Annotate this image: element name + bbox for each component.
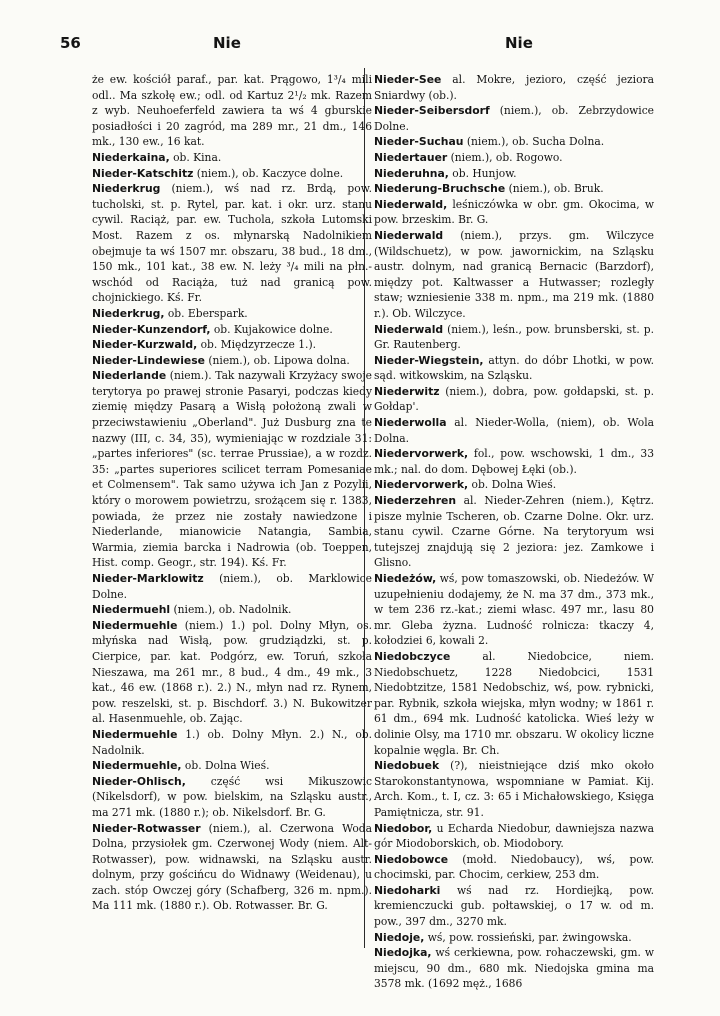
dictionary-entry xyxy=(92,72,372,150)
dictionary-entry xyxy=(374,930,654,946)
dictionary-entry xyxy=(374,821,654,852)
entry-text: ob. Eberspark. xyxy=(164,306,248,320)
entry-headword: Nieder-Rotwasser xyxy=(92,821,201,835)
entry-headword: Niedermuehle xyxy=(92,618,178,632)
dictionary-entry xyxy=(92,368,372,571)
entry-headword: Niedervorwerk, xyxy=(374,478,469,492)
entry-text: (niem.), dobra, pow. gołdapski, st. p. Gołdap'. xyxy=(374,384,654,414)
entry-text: wś nad rz. Hordiejką, pow. kremienczucki gub. połtawskiej, o 17 w. od m. pow., 397 dm., 3270 mk. xyxy=(374,883,654,929)
entry-headword: Niedobowce xyxy=(374,852,449,866)
entry-text: (niem.), ob. Zebrzydowice Dolne. xyxy=(374,104,654,133)
dictionary-entry xyxy=(92,602,372,618)
entry-text: (?), nieistniejące dziś mko około Starokonstantynowa, wspomniane w Pamiat. Kij. Arch. Kom., t. I, cz. 3: 65 i Michałowskiego, Księga Pamiętnicza, str. 91. xyxy=(374,759,654,819)
entry-headword: Niederkaina, xyxy=(92,150,170,164)
entry-text: (niem.), wś nad rz. Brdą, pow. tucholski, st. p. Rytel, par. kat. i okr. urz. stanu cywil. Raciąż, par. ew. Tuchola, szkoła Lutomski Most. Razem z os. młynarską Nadolnikiem obejmuje ta wś 1507 mr. obszaru, 38 bud., 18 dm., 150 mk., 101 kat., 38 ew. N. leży ³/₄ mili na płn.-wschód od Raciąża, tuż nad granicą pow. chojnickiego. Kś. Fr. xyxy=(92,182,372,305)
entry-text: (niem.), ob. Bruk. xyxy=(505,182,604,196)
dictionary-entry xyxy=(374,649,654,758)
entry-headword: Niedermuehl xyxy=(92,603,171,617)
entry-headword: Niederwald, xyxy=(374,197,448,211)
dictionary-entry xyxy=(374,571,654,649)
entry-headword: Niedobczyce xyxy=(374,649,451,663)
entry-text: (niem.), ob. Lipowa dolna. xyxy=(204,353,350,367)
entry-text: ob. Dolna Wieś. xyxy=(181,759,270,773)
dictionary-entry xyxy=(374,134,654,150)
entry-text: (niem.), ob. Sucha Dolna. xyxy=(463,135,605,149)
entry-text: (niem.), leśn., pow. brunsberski, st. p. Gr. Rautenberg. xyxy=(374,322,654,352)
dictionary-entry xyxy=(92,727,372,758)
entry-headword: Niedeżów, xyxy=(374,572,437,585)
entry-headword: Nieder-Marklowitz xyxy=(92,572,204,585)
dictionary-entry xyxy=(374,228,654,322)
dictionary-entry xyxy=(92,758,372,774)
entry-text: ob. Kujakowice dolne. xyxy=(210,322,333,336)
entry-headword: Nieder-Seibersdorf xyxy=(374,104,490,118)
entry-text: wś, pow tomaszowski, ob. Niedeżów. W uzupełnieniu dodajemy, że N. ma 37 dm., 373 mk., w tem 236 rz.-kat.; ziemi własc. 497 mr., lasu 80 mr. Gleba żyzna. Ludność rolnicza: tkaczy 4, kołodziei 6, kowali 2. xyxy=(374,572,654,648)
entry-headword: Niedoje, xyxy=(374,930,425,944)
entry-headword: Niederuhna, xyxy=(374,166,449,180)
entry-headword: Niederwald xyxy=(374,322,444,336)
dictionary-entry xyxy=(374,150,654,166)
entry-text: (niem.), al. Czerwona Woda Dolna, przysiołek gm. Czerwonej Wody (niem. Alt-Rotwasser), pow. widnawski, na Szląsku austr. dolnym, przy gościńcu do Widnawy (Weidenau), u zach. stóp Owczej góry (Schafberg, 326 m. npm.). Ma 111 mk. (1880 r.). Ob. Rotwasser. Br. G. xyxy=(92,821,372,913)
entry-headword: Niederung-Bruchsche xyxy=(374,182,506,196)
entry-text: (niem.). Tak nazywali Krzyżacy swoje terytorya po prawej stronie Pasaryi, podczas kiedy ziemię między Pasarą a Wisłą położoną zwali w przeciwstawieniu „Oberland". Już Dusburg zna te nazwy (III, c. 34, 35), wymieniając w rozdziale 31: „partes inferiores" (sc. terrae Prussiae), a w rozdz. 35: „partes superiores scilicet terram Pomesaniae et Colmensem". Tak samo używa ich Jan z Pozylii, który o morowem powietrzu, srożącem się r. 1383, powiada, że przez nie zostały nawiedzone i Niederlande, mianowicie Natangia, Sambia, Warmia, ziemia barcka i Nadrowia (ob. Toeppen, Hist. comp. Geogr., str. 194). Kś. Fr. xyxy=(92,369,372,570)
entry-headword: Niedermuehle, xyxy=(92,759,182,773)
entry-text: fol., pow. wschowski, 1 dm., 33 mk.; nal. do dom. Dębowej Łęki (ob.). xyxy=(374,447,654,476)
entry-headword: Niedermuehle xyxy=(92,727,178,741)
left-running-head: Nie xyxy=(213,34,241,52)
entry-headword: Niedojka, xyxy=(374,946,432,960)
entry-headword: Nieder-Wiegstein, xyxy=(374,353,484,367)
dictionary-entry xyxy=(92,571,372,602)
entry-headword: Niederlande xyxy=(92,369,167,383)
dictionary-entry xyxy=(374,384,654,415)
dictionary-entry xyxy=(374,477,654,493)
right-running-head: Nie xyxy=(505,34,533,52)
entry-text: (niem.), ob. Nadolnik. xyxy=(170,603,292,617)
entry-headword: Nieder-Katschitz xyxy=(92,166,194,180)
entry-text: (niem.) 1.) pol. Dolny Młyn, os. młyńska nad Wisłą, pow. grudziądzki, st. p. Cierpice, par. kat. Podgórz, ew. Toruń, szkoła Nieszawa, ma 261 mr., 8 bud., 4 dm., 49 mk., 3 kat., 46 ew. (1868 r.). 2.) N., młyn nad rz. Rynem, pow. reszelski, st. p. Bischdorf. 3.) N. Bukowitzer al. Hasenmuehle, ob. Zając. xyxy=(92,618,372,726)
left-column xyxy=(92,72,372,914)
entry-headword: Niederwitz xyxy=(374,384,440,398)
dictionary-entry xyxy=(374,852,654,883)
dictionary-entry xyxy=(374,493,654,571)
entry-text: (niem.), ob. Rogowo. xyxy=(447,150,563,164)
entry-headword: Niederzehren xyxy=(374,494,457,508)
dictionary-entry xyxy=(92,150,372,166)
entry-headword: Niedervorwerk, xyxy=(374,447,469,461)
dictionary-entry xyxy=(374,103,654,134)
dictionary-entry xyxy=(374,353,654,384)
entry-headword: Nieder-Suchau xyxy=(374,135,464,149)
entry-text: ob. Międzyrzecze 1.). xyxy=(197,338,317,352)
entry-headword: Nieder-Lindewiese xyxy=(92,353,205,367)
entry-headword: Niedoharki xyxy=(374,883,441,897)
dictionary-entry xyxy=(92,337,372,353)
entry-headword: Nieder-See xyxy=(374,73,442,86)
entry-text: wś, pow. rossieński, par. żwingowska. xyxy=(424,930,632,944)
entry-text: al. Mokre, jezioro, część jeziora Sniardwy (ob.). xyxy=(374,73,654,102)
entry-headword: Nieder-Kunzendorf, xyxy=(92,322,211,336)
dictionary-entry xyxy=(92,166,372,182)
entry-text: leśniczówka w obr. gm. Okocima, w pow. brzeskim. Br. G. xyxy=(374,197,654,227)
dictionary-entry xyxy=(374,758,654,820)
dictionary-entry xyxy=(374,197,654,228)
dictionary-entry xyxy=(92,774,372,821)
entry-text: (niem.), przys. gm. Wilczyce (Wildschuetz), w pow. jawornickim, na Szląsku austr. dolnym, nad granicą Bernacic (Barzdorf), między pot. Kaltwasser a Hutwasser; rozległy staw; wzniesienie 338 m. npm., ma 219 mk. (1880 r.). Ob. Wilczyce. xyxy=(374,228,654,320)
entry-headword: Niedobor, xyxy=(374,821,433,835)
entry-text: 1.) ob. Dolny Młyn. 2.) N., ob. Nadolnik. xyxy=(92,727,372,757)
dictionary-entry xyxy=(92,181,372,306)
dictionary-entry xyxy=(374,945,654,992)
entry-headword: Niedertauer xyxy=(374,150,448,164)
page-number: 56 xyxy=(60,34,81,52)
page-header xyxy=(0,34,720,54)
entry-text: al. Nieder-Zehren (niem.), Kętrz. pisze mylnie Tscheren, ob. Czarne Dolne. Okr. urz. stanu cywil. Czarne Górne. Na terytoryum wsi tutejszej znajdują się 2 jeziora: jez. Zamkowe i Glisno. xyxy=(374,494,654,570)
entry-text: część wsi Mikuszowic (Nikelsdorf), w pow. bielskim, na Szląsku austr., ma 271 mk. (1880 r.); ob. Nikelsdorf. Br. G. xyxy=(92,774,372,819)
entry-text: ob. Dolna Wieś. xyxy=(468,478,557,492)
entry-text: attyn. do dóbr Lhotki, w pow. sąd. witkowskim, na Szląsku. xyxy=(374,353,654,383)
entry-text: al. Nieder-Wolla, (niem), ob. Wola Dolna. xyxy=(374,416,654,445)
entry-text: (niem.), ob. Marklowice Dolne. xyxy=(92,572,372,601)
dictionary-entry xyxy=(374,72,654,103)
entry-headword: Nieder-Kurzwald, xyxy=(92,338,198,352)
entry-text: że ew. kościół paraf., par. kat. Prągowo, 1³/₄ mili odl.. Ma szkołę ew.; odl. od Kartuz 2¹/₂ mk. Razem z wyb. Neuhoeferfeld zawiera ta wś 4 gburskie posiadłości i 20 zagród, ma 289 mr., 21 dm., 146 mk., 130 ew., 16 kat. xyxy=(92,73,372,149)
entry-text: al. Niedobcice, niem. Niedobschuetz, 1228 Niedobcici, 1531 Niedobtzitze, 1581 Nedobschiz, wś, pow. rybnicki, par. Rybnik, szkoła wiejska, młyn wodny; w 1861 r. 61 dm., 694 mk. Ludność katolicka. Wieś leży w dolinie Olsy, ma 1710 mr. obszaru. W okolicy liczne kopalnie węgla. Br. Ch. xyxy=(374,649,654,757)
dictionary-entry xyxy=(374,181,654,197)
dictionary-entry xyxy=(374,883,654,930)
dictionary-entry xyxy=(92,618,372,727)
entry-text: ob. Kina. xyxy=(169,150,222,164)
dictionary-entry xyxy=(374,322,654,353)
entry-text: (mołd. Niedobaucy), wś, pow. chocimski, par. Chocim, cerkiew, 253 dm. xyxy=(374,852,654,882)
entry-text: ob. Hunjow. xyxy=(448,166,517,180)
dictionary-entry xyxy=(374,446,654,477)
entry-headword: Niederkrug, xyxy=(92,306,165,320)
entry-headword: Nieder-Ohlisch, xyxy=(92,774,186,788)
dictionary-entry xyxy=(374,415,654,446)
entry-text: wś cerkiewna, pow. rohaczewski, gm. w miejscu, 90 dm., 680 mk. Niedojska gmina ma 3578 mk. (1692 męż., 1686 xyxy=(374,946,654,991)
entry-headword: Niedobuek xyxy=(374,759,440,773)
entry-text: (niem.), ob. Kaczyce dolne. xyxy=(193,166,344,180)
entry-headword: Niederwald xyxy=(374,228,444,242)
right-column xyxy=(374,72,654,992)
dictionary-entry xyxy=(92,353,372,369)
dictionary-entry xyxy=(92,821,372,915)
dictionary-entry xyxy=(92,306,372,322)
dictionary-entry xyxy=(374,166,654,182)
entry-text: u Echarda Niedobur, dawniejsza nazwa gór Miodoborskich, ob. Miodobory. xyxy=(374,821,654,851)
entry-headword: Niederkrug xyxy=(92,182,161,196)
dictionary-entry xyxy=(92,322,372,338)
entry-headword: Niederwolla xyxy=(374,416,447,430)
